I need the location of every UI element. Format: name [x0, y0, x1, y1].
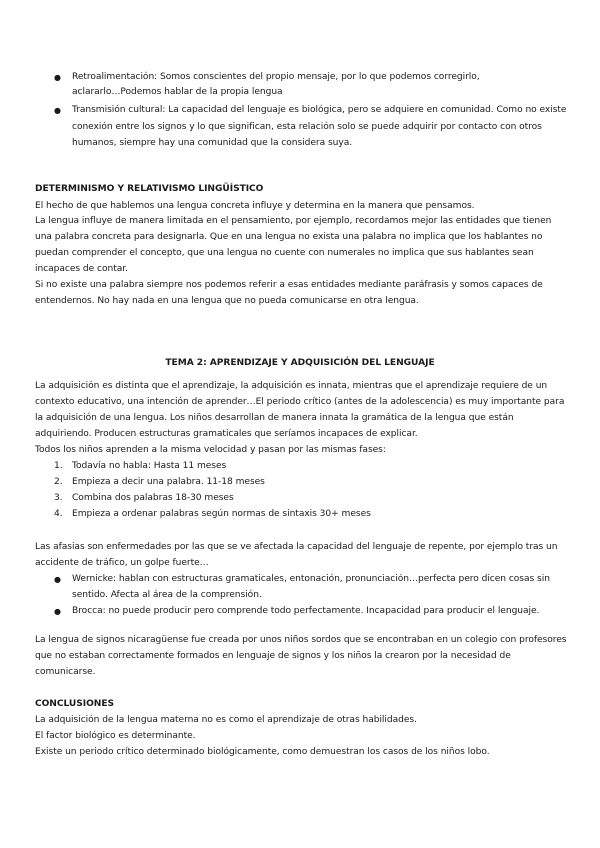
bullet-marker: ●	[54, 73, 61, 82]
intro-bullet-1-line-1: Retroalimentación: Somos conscientes del propio mensaje, por lo que podemos corregirlo,	[72, 72, 480, 82]
bullet-marker: ●	[54, 575, 61, 584]
phase-item: Todavía no habla: Hasta 11 meses	[72, 461, 227, 471]
paragraph-line: La adquisición es distinta que el aprendizaje, la adquisición es innata, mientras que el aprendizaje requiere de un	[35, 381, 548, 391]
afasia-bullet-wernicke-line-1: Wernicke: hablan con estructuras gramaticales, entonación, pronunciación…perfecta pero dicen cosas sin	[72, 574, 550, 584]
paragraph-line: que no estaban correctamente formados en lenguaje de signos y los niños la crearon por la necesidad de	[35, 651, 511, 661]
phase-item: Empieza a ordenar palabras según normas de sintaxis 30+ meses	[72, 509, 371, 519]
paragraph-line: la adquisición de una lengua. Los niños desarrollan de manera innata la gramática de la lengua que están	[35, 413, 514, 423]
phase-item: Empieza a decir una palabra. 11-18 meses	[72, 477, 265, 487]
paragraph-line: La adquisición de la lengua materna no es como el aprendizaje de otras habilidades.	[35, 715, 417, 725]
phase-item: Combina dos palabras 18-30 meses	[72, 493, 234, 503]
paragraph-line: El factor biológico es determinante.	[35, 731, 196, 741]
paragraph-line: Todos los niños aprenden a la misma velocidad y pasan por las mismas fases:	[35, 445, 386, 455]
phase-number: 2.	[54, 477, 63, 487]
paragraph-line: Existe un periodo crítico determinado biológicamente, como demuestran los casos de los niños lobo.	[35, 747, 490, 757]
paragraph-line: comunicarse.	[35, 667, 96, 677]
phase-number: 1.	[54, 461, 63, 471]
paragraph-line: accidente de tráfico, un golpe fuerte…	[35, 558, 209, 568]
intro-bullet-1-line-2: aclararlo…Podemos hablar de la propia lengua	[72, 87, 283, 97]
paragraph-line: adquiriendo. Producen estructuras gramaticales que seríamos incapaces de explicar.	[35, 429, 418, 439]
intro-bullet-2-line-2: conexión entre los signos y lo que significan, esta relación solo se puede adquirir por contacto con otros	[72, 122, 542, 132]
paragraph-line: La lengua influye de manera limitada en el pensamiento, por ejemplo, recordamos mejor las entidades que tienen	[35, 216, 552, 226]
paragraph-line: entendernos. No hay nada en una lengua que no pueda comunicarse en otra lengua.	[35, 296, 419, 306]
phase-number: 4.	[54, 509, 63, 519]
bullet-marker: ●	[54, 607, 61, 616]
bullet-marker: ●	[54, 106, 61, 115]
paragraph-line: puedan comprender el concepto, que una lengua no cuente con numerales no implica que sus hablantes sean	[35, 248, 534, 258]
paragraph-line: Si no existe una palabra siempre nos podemos referir a esas entidades mediante paráfrasis y somos capaces de	[35, 280, 543, 290]
intro-bullet-2-line-3: humanos, siempre hay una comunidad que la considera suya.	[72, 138, 353, 148]
paragraph-line: La lengua de signos nicaragüense fue creada por unos niños sordos que se encontraban en un colegio con profesores	[35, 635, 567, 645]
intro-bullet-2-line-1: Transmisión cultural: La capacidad del lenguaje es biológica, pero se adquiere en comunidad. Como no existe	[72, 105, 567, 115]
afasia-bullet-wernicke-line-2: sentido. Afecta al área de la comprensión.	[72, 590, 262, 600]
section-heading-determinismo: DETERMINISMO Y RELATIVISMO LINGÜÍSTICO	[35, 184, 264, 194]
paragraph-line: una palabra concreta para designarla. Que en una lengua no exista una palabra no implica que los hablantes no	[35, 232, 543, 242]
paragraph-line: El hecho de que hablemos una lengua concreta influye y determina en la manera que pensamos.	[35, 201, 475, 211]
phase-number: 3.	[54, 493, 63, 503]
paragraph-line: Las afasias son enfermedades por las que se ve afectada la capacidad del lenguaje de repente, por ejemplo tras un	[35, 542, 558, 552]
paragraph-line: contexto educativo, una intención de aprender…El periodo crítico (antes de la adolescencia) es muy importante para	[35, 397, 565, 407]
afasia-bullet-brocca: Brocca: no puede producir pero comprende todo perfectamente. Incapacidad para producir el lenguaje.	[72, 606, 540, 616]
paragraph-line: incapaces de contar.	[35, 264, 128, 274]
section-heading-conclusiones: CONCLUSIONES	[35, 699, 114, 709]
tema-2-title: TEMA 2: APRENDIZAJE Y ADQUISICIÓN DEL LENGUAJE	[165, 358, 435, 368]
